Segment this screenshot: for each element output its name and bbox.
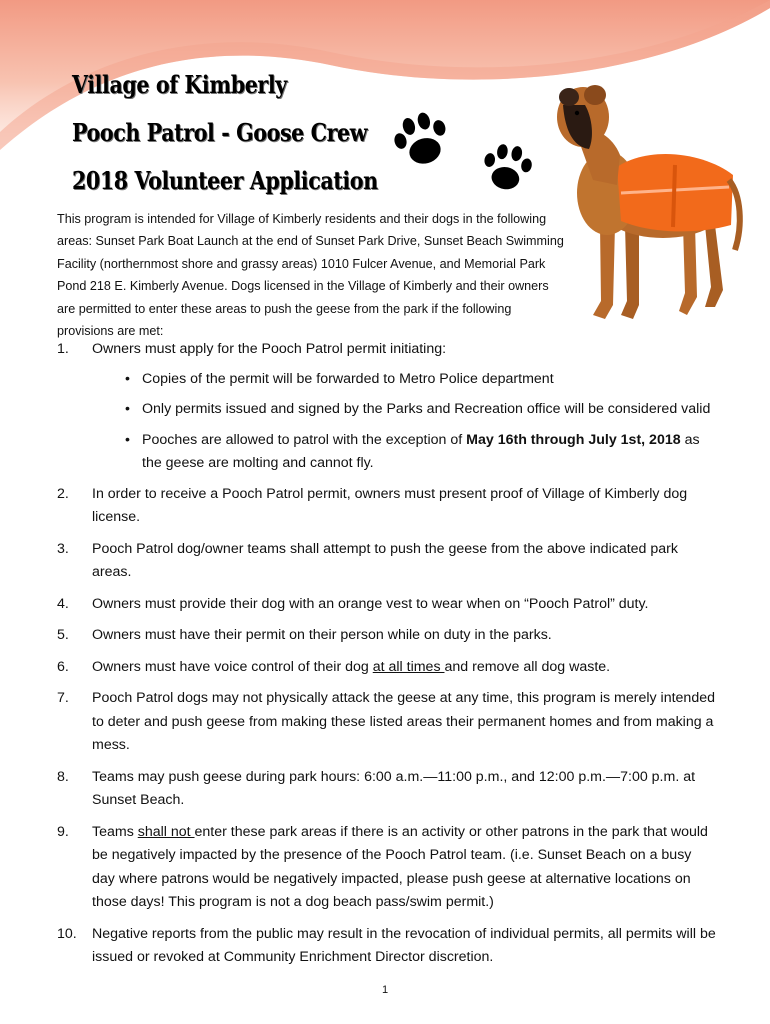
item-text: Negative reports from the public may result in the revocation of individual permits, all permits will be issued or revoked at Community Enrichment Director discretion. [92,925,716,965]
list-item [57,483,717,530]
list-item [57,821,717,915]
list-item [57,687,717,758]
item-text: Owners must have voice control of their dog [92,658,373,675]
intro-paragraph: This program is intended for Village of Kimberly residents and their dogs in the following areas: Sunset Park Boat Launch at the end of Sunset Park Drive, Sunset Beach Swimming Facility (northernmost shore and grassy areas) 1010 Fulcer Avenue, and Memorial Park Pond 218 E. Kimberly Avenue. Dogs licensed in the Village of Kimberly and their owners are permitted to enter these areas to push the geese from the park if the following provisions are met: [57,212,564,339]
list-item [57,923,717,970]
item-text: Owners must apply for the Pooch Patrol permit initiating: [92,341,447,357]
item-text: Teams [92,823,138,840]
item-number: 9. [57,823,69,840]
list-item [57,656,717,680]
item-number: 5. [57,627,69,643]
sub-bullet-text: Pooches are allowed to patrol with the exception of [142,431,467,448]
item-text: Teams may push geese during park hours: 6:00 a.m.—11:00 p.m., and 12:00 p.m.—7:00 p.m. at Sunset Beach. [92,768,696,808]
item-text: and remove all dog waste. [444,658,611,675]
item-number: 6. [57,658,69,675]
item-text: Owners must have their permit on their person while on duty in the parks. [92,627,552,643]
list-item [57,593,717,617]
item-number: 1. [57,341,69,357]
list-item [57,624,717,648]
item-text: Pooch Patrol dogs may not physically attack the geese at any time, this program is merely intended to deter and push geese from making these listed areas their permanent homes and from making a mess. [92,690,715,753]
underlined-text: at all times [372,658,445,675]
page-number: 1 [381,984,389,996]
provisions-list [57,338,717,970]
item-number: 8. [57,768,69,785]
sub-bullet-list [92,368,717,476]
no-patrol-dates: May 16th through July 1st, 2018 [466,431,681,448]
list-item [57,338,717,476]
underlined-text: shall not [137,823,195,840]
sub-bullet-text: as the geese are molting and cannot fly. [142,431,700,471]
paw-print-icon [385,108,457,174]
dog-in-orange-vest-image [555,75,745,325]
item-number: 4. [57,595,69,612]
sub-bullet: • Copies of the permit will be forwarded to Metro Police department [124,368,717,392]
title-application: 2018 Volunteer Application [72,166,378,195]
sub-bullet: • Only permits issued and signed by the Parks and Recreation office will be considered valid [124,398,717,422]
item-number: 7. [57,690,69,706]
list-item [57,766,717,813]
paw-print-icon [477,140,537,198]
item-number: 10. [57,925,77,942]
title-program: Pooch Patrol - Goose Crew [72,118,368,147]
item-text: enter these park areas if there is an activity or other patrons in the park that would be negatively impacted by the presence of the Pooch Patrol team. (i.e. Sunset Beach on a busy day where patrons would be negatively impacted, please push geese at alternative locations on those days! This program is not a dog beach pass/swim permit.) [92,823,708,910]
sub-bullet [124,429,717,476]
item-text: Owners must provide their dog with an orange vest to wear when on “Pooch Patrol” duty. [92,595,649,612]
item-text: Pooch Patrol dog/owner teams shall attempt to push the geese from the above indicated park areas. [92,540,678,580]
item-text: In order to receive a Pooch Patrol permit, owners must present proof of Village of Kimberly dog license. [92,485,688,525]
list-item [57,538,717,585]
item-number: 3. [57,540,69,557]
title-village: Village of Kimberly [72,70,287,99]
item-number: 2. [57,485,69,502]
